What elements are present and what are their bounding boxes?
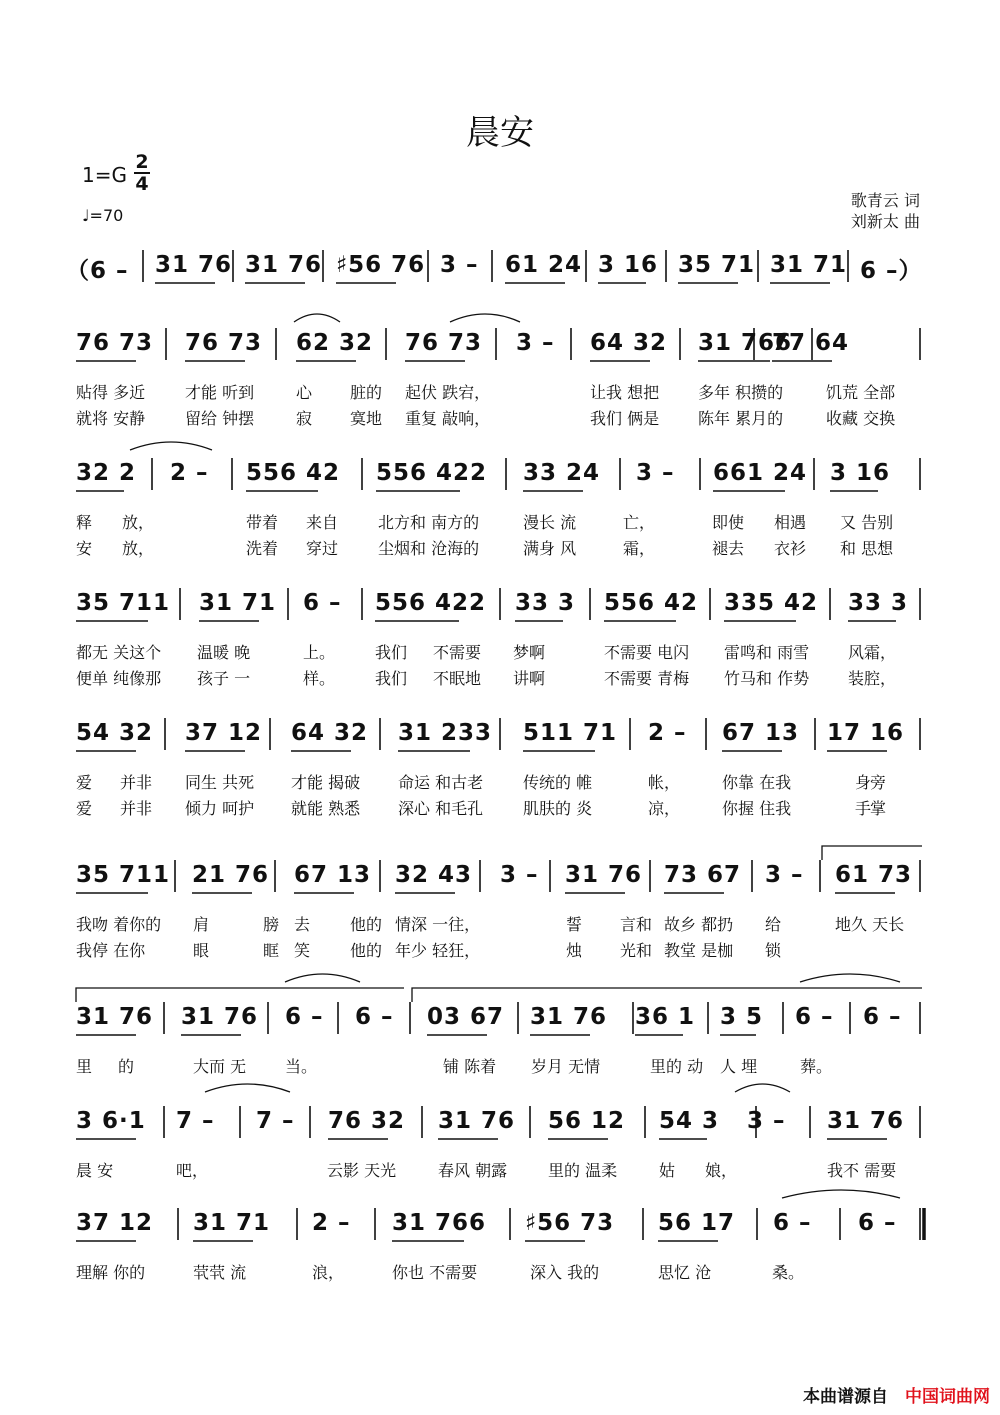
lyric-word: 浪， xyxy=(312,1263,345,1282)
lyric-word: 我们 xyxy=(375,669,408,688)
lyric-word: 释 xyxy=(76,513,93,532)
measure-notes: 61 73 xyxy=(835,862,913,888)
lyric-word: 陈年 累月的 xyxy=(698,409,784,428)
lyric-word: 装腔， xyxy=(848,669,897,688)
measure-notes: 31 76 xyxy=(565,862,643,888)
measure-notes: 31 71 xyxy=(199,590,277,616)
measure-notes: 6 – xyxy=(285,1004,324,1030)
lyric-word: 烛 xyxy=(566,941,583,960)
time-numerator: 2 xyxy=(135,151,149,173)
lyric-word: 即使 xyxy=(712,513,745,532)
measure-notes: 6 – xyxy=(795,1004,834,1030)
lyric-word: 来自 xyxy=(306,513,339,532)
lyric-word: 相遇 xyxy=(774,513,807,532)
measure-notes: 3 – xyxy=(747,1108,786,1134)
lyric-word: 不眠地 xyxy=(433,669,482,688)
measure-notes: 335 42 xyxy=(724,590,819,616)
lyric-word: 带着 xyxy=(246,513,279,532)
lyric-word: 让我 想把 xyxy=(590,383,660,402)
measure-notes: 31 76 xyxy=(530,1004,608,1030)
measure-notes: 37 12 xyxy=(76,1210,154,1236)
lyric-word: 我吻 着你的 xyxy=(76,915,162,934)
lyric-word: 收藏 交换 xyxy=(826,409,896,428)
lyric-word: 我停 在你 xyxy=(76,941,146,960)
measure-notes: 556 42 xyxy=(604,590,699,616)
lyric-word: 留给 钟摆 xyxy=(185,409,255,428)
lyric-word: 放， xyxy=(122,539,155,558)
measure-notes: 31 71 xyxy=(770,252,848,278)
lyric-word: 多年 积攒的 xyxy=(698,383,784,402)
measure-notes: 31 76 xyxy=(76,1004,154,1030)
slur xyxy=(294,314,340,322)
lyric-word: 又 告别 xyxy=(840,513,894,532)
lyric-word: 贴得 多近 xyxy=(76,383,146,402)
measure-notes: 556 42 xyxy=(246,460,341,486)
lyric-word: 桑。 xyxy=(772,1263,805,1282)
lyric-word: 我们 俩是 xyxy=(590,409,660,428)
lyric-word: 你靠 在我 xyxy=(722,773,792,792)
lyric-word: 光和 xyxy=(620,941,653,960)
slur xyxy=(285,974,360,982)
lyric-word: 都无 关这个 xyxy=(76,643,162,662)
measure-notes: 32 2 xyxy=(76,460,137,486)
measure-notes: 21 76 xyxy=(192,862,270,888)
measure-notes: 7 – xyxy=(256,1108,295,1134)
lyric-word: 衣衫 xyxy=(774,539,807,558)
lyric-word: 我不 需要 xyxy=(827,1161,897,1180)
lyric-word: 上。 xyxy=(303,643,336,662)
lyric-word: 起伏 跌宕， xyxy=(405,383,491,402)
lyric-word: 里的 温柔 xyxy=(548,1161,618,1180)
measure-notes: 56 12 xyxy=(548,1108,626,1134)
lyric-word: 漫长 流 xyxy=(523,513,577,532)
measure-notes: 6 – xyxy=(773,1210,812,1236)
lyric-word: 我们 xyxy=(375,643,408,662)
lyric-word: 深心 和毛孔 xyxy=(398,799,484,818)
lyric-word: 才能 揭破 xyxy=(291,773,361,792)
measure-notes: 35 711 xyxy=(76,862,171,888)
measure-notes: 61 24 xyxy=(505,252,583,278)
measure-notes: 35 71 xyxy=(678,252,756,278)
measure-notes: ♯56 76 xyxy=(336,252,426,278)
lyric-word: 讲啊 xyxy=(513,669,546,688)
lyric-word: 当。 xyxy=(285,1057,318,1076)
measure-notes: 31 76 xyxy=(827,1108,905,1134)
measure-notes: 76 73 xyxy=(185,330,263,356)
tempo-marking: ♩=70 xyxy=(82,206,124,225)
measure-notes: 31 76 xyxy=(181,1004,259,1030)
slur xyxy=(782,1190,900,1198)
lyric-word: 并非 xyxy=(120,799,153,818)
measure-notes: 17 16 xyxy=(827,720,905,746)
footer-site: 中国词曲网 xyxy=(905,1387,990,1407)
composer-credit: 刘新太 曲 xyxy=(850,212,920,231)
measure-notes: 31 76 xyxy=(155,252,233,278)
lyric-word: 他的 xyxy=(350,941,383,960)
lyric-word: 教堂 是枷 xyxy=(664,941,734,960)
measure-notes: 6 – xyxy=(355,1004,394,1030)
slur xyxy=(130,442,212,450)
measure-notes: 661 24 xyxy=(713,460,808,486)
measure-notes: 33 3 xyxy=(515,590,576,616)
measure-notes: 3 – xyxy=(500,862,539,888)
lyric-word: 你也 不需要 xyxy=(392,1263,478,1282)
lyric-word: 重复 敲响， xyxy=(405,409,491,428)
measure-notes: 2 – xyxy=(312,1210,351,1236)
lyric-word: 霜， xyxy=(623,539,656,558)
lyric-word: 样。 xyxy=(303,669,336,688)
measure-notes: 2 – xyxy=(170,460,209,486)
lyric-word: 大而 无 xyxy=(193,1057,247,1076)
lyric-word: 穿过 xyxy=(306,539,339,558)
song-title: 晨安 xyxy=(466,113,534,153)
lyric-word: 旁 xyxy=(870,773,887,792)
lyric-word: 竹马和 作势 xyxy=(724,669,810,688)
measure-notes: 3 – xyxy=(440,252,479,278)
slur xyxy=(735,1084,790,1092)
lyric-word: 便单 纯像那 xyxy=(76,669,162,688)
lyric-word: 饥荒 全部 xyxy=(826,383,896,402)
measure-notes: 67 13 xyxy=(294,862,372,888)
lyric-word: 吧， xyxy=(176,1161,209,1180)
lyric-word: 寞地 xyxy=(350,409,383,428)
measure-notes: 556 422 xyxy=(376,460,488,486)
lyric-word: 雷鸣和 雨雪 xyxy=(724,643,810,662)
lyric-word: 梦啊 xyxy=(513,643,546,662)
lyric-word: 放， xyxy=(122,513,155,532)
lyric-word: 褪去 xyxy=(712,539,745,558)
measure-notes: 31 71 xyxy=(193,1210,271,1236)
lyric-word: 掌 xyxy=(870,799,887,818)
slur xyxy=(450,314,520,322)
lyric-word: 锁 xyxy=(765,941,782,960)
lyric-word: 葬。 xyxy=(800,1057,833,1076)
lyric-word: 才能 听到 xyxy=(185,383,255,402)
lyric-word: 茕茕 流 xyxy=(193,1263,247,1282)
measure-notes: 77 64 xyxy=(772,330,850,356)
lyric-word: 温暖 晚 xyxy=(197,643,251,662)
lyric-word: 膀 xyxy=(263,915,280,934)
lyric-word: 春风 朝露 xyxy=(438,1161,508,1180)
measure-notes: 3 – xyxy=(636,460,675,486)
measure-notes: 511 71 xyxy=(523,720,618,746)
lyric-word: 云影 天光 xyxy=(327,1161,397,1180)
measure-notes: 73 67 xyxy=(664,862,742,888)
lyric-word: 理解 你的 xyxy=(76,1263,146,1282)
lyric-word: 不需要 电闪 xyxy=(604,643,690,662)
measure-notes: 3 5 xyxy=(720,1004,764,1030)
lyric-word: 爱 xyxy=(76,773,93,792)
lyric-word: 岁月 无情 xyxy=(531,1057,601,1076)
key-signature: 1=G xyxy=(82,163,127,187)
lyric-word: 就将 安静 xyxy=(76,409,146,428)
lyric-word: 脏的 xyxy=(350,383,383,402)
lyric-word: 风霜， xyxy=(848,643,897,662)
lyric-word: 肌肤的 炎 xyxy=(523,799,593,818)
lyric-word: 凉， xyxy=(648,799,681,818)
measure-notes: 35 711 xyxy=(76,590,171,616)
lyric-word: 亡， xyxy=(623,513,656,532)
measure-notes: 3 6·1 xyxy=(76,1108,146,1134)
measure-notes: ♯56 73 xyxy=(525,1210,615,1236)
lyric-word: 眶 xyxy=(263,941,280,960)
measure-notes: 3 16 xyxy=(598,252,659,278)
volta-bracket-1-cont xyxy=(76,988,404,1002)
measure-notes: 2 – xyxy=(648,720,687,746)
lyric-word: 帐， xyxy=(648,773,681,792)
measure-notes: 3 16 xyxy=(830,460,891,486)
measure-notes: 3 – xyxy=(765,862,804,888)
lyric-word: 地久 天长 xyxy=(835,915,905,934)
footer-source: 本曲谱源自 xyxy=(803,1387,888,1407)
measure-notes: 67 13 xyxy=(722,720,800,746)
slur xyxy=(205,1084,290,1092)
measure-notes: 56 17 xyxy=(658,1210,736,1236)
lyric-word: 北方和 南方的 xyxy=(378,513,480,532)
measure-notes: 6 – xyxy=(863,1004,902,1030)
measure-notes: 3 – xyxy=(516,330,555,356)
lyric-word: 笑 xyxy=(294,941,311,960)
measure-notes: 54 32 xyxy=(76,720,154,746)
measure-notes: 64 32 xyxy=(590,330,668,356)
lyric-word: 人 埋 xyxy=(720,1057,758,1076)
measure-notes: 31 766 xyxy=(698,330,793,356)
lyric-word: 故乡 都扔 xyxy=(664,915,734,934)
measure-notes: 33 3 xyxy=(848,590,909,616)
lyric-word: 他的 xyxy=(350,915,383,934)
lyric-word: 安 xyxy=(76,539,93,558)
lyric-word: 手 xyxy=(855,799,872,818)
lyric-word: 思忆 沧 xyxy=(658,1263,712,1282)
lyric-word: 传统的 帷 xyxy=(523,773,593,792)
lyric-word: 和 思想 xyxy=(840,539,894,558)
lyric-word: 尘烟和 沧海的 xyxy=(378,539,480,558)
lyric-word: 年少 轻狂， xyxy=(395,941,481,960)
lyric-word: 就能 熟悉 xyxy=(291,799,361,818)
measure-notes: 31 233 xyxy=(398,720,493,746)
lyric-word: 寂 xyxy=(296,409,313,428)
measure-notes: （6 – xyxy=(66,258,129,284)
measure-notes: 76 32 xyxy=(328,1108,406,1134)
lyric-word: 情深 一往， xyxy=(395,915,481,934)
lyric-word: 同生 共死 xyxy=(185,773,255,792)
slur xyxy=(800,974,900,982)
lyric-word: 里的 动 xyxy=(650,1057,704,1076)
measure-notes: 64 32 xyxy=(291,720,369,746)
lyric-word: 姑 xyxy=(659,1161,676,1180)
measure-notes: 7 – xyxy=(176,1108,215,1134)
measure-notes: 36 1 xyxy=(635,1004,696,1030)
measure-notes: 31 76 xyxy=(245,252,323,278)
lyric-word: 不需要 青梅 xyxy=(604,669,690,688)
lyric-word: 满身 风 xyxy=(523,539,577,558)
lyric-word: 眼 xyxy=(193,941,210,960)
lyric-word: 给 xyxy=(765,915,782,934)
measure-notes: 31 766 xyxy=(392,1210,487,1236)
lyric-word: 深入 我的 xyxy=(530,1263,600,1282)
lyric-word: 并非 xyxy=(120,773,153,792)
measure-notes: 6 – xyxy=(303,590,342,616)
lyric-word: 你握 住我 xyxy=(722,799,792,818)
lyric-word: 晨 安 xyxy=(76,1161,114,1180)
measure-notes: 76 73 xyxy=(76,330,154,356)
measure-notes: 03 67 xyxy=(427,1004,505,1030)
lyric-word: 的 xyxy=(118,1057,135,1076)
volta-bracket-1 xyxy=(822,846,922,860)
lyric-word: 身 xyxy=(855,773,872,792)
lyric-word: 誓 xyxy=(566,915,583,934)
measure-notes: 32 43 xyxy=(395,862,473,888)
time-denominator: 4 xyxy=(135,173,149,195)
measure-notes: 556 422 xyxy=(375,590,487,616)
lyric-word: 去 xyxy=(294,915,311,934)
measure-notes: 6 –） xyxy=(860,258,923,284)
measure-notes: 54 3 xyxy=(659,1108,720,1134)
lyricist-credit: 歌青云 词 xyxy=(850,191,920,210)
volta-bracket-2 xyxy=(412,988,922,1002)
measure-notes: 33 24 xyxy=(523,460,601,486)
measure-notes: 6 – xyxy=(858,1210,897,1236)
lyric-word: 洗着 xyxy=(246,539,279,558)
lyric-word: 铺 陈着 xyxy=(443,1057,497,1076)
lyric-word: 不需要 xyxy=(433,643,482,662)
lyric-word: 倾力 呵护 xyxy=(185,799,255,818)
lyric-word: 里 xyxy=(76,1057,93,1076)
measure-notes: 62 32 xyxy=(296,330,374,356)
measure-notes: 76 73 xyxy=(405,330,483,356)
lyric-word: 爱 xyxy=(76,799,93,818)
lyric-word: 心 xyxy=(296,383,313,402)
lyric-word: 命运 和古老 xyxy=(398,773,484,792)
lyric-word: 孩子 一 xyxy=(197,669,251,688)
lyric-word: 肩 xyxy=(193,915,210,934)
lyric-word: 言和 xyxy=(620,915,653,934)
lyric-word: 娘， xyxy=(705,1161,738,1180)
measure-notes: 31 76 xyxy=(438,1108,516,1134)
measure-notes: 37 12 xyxy=(185,720,263,746)
